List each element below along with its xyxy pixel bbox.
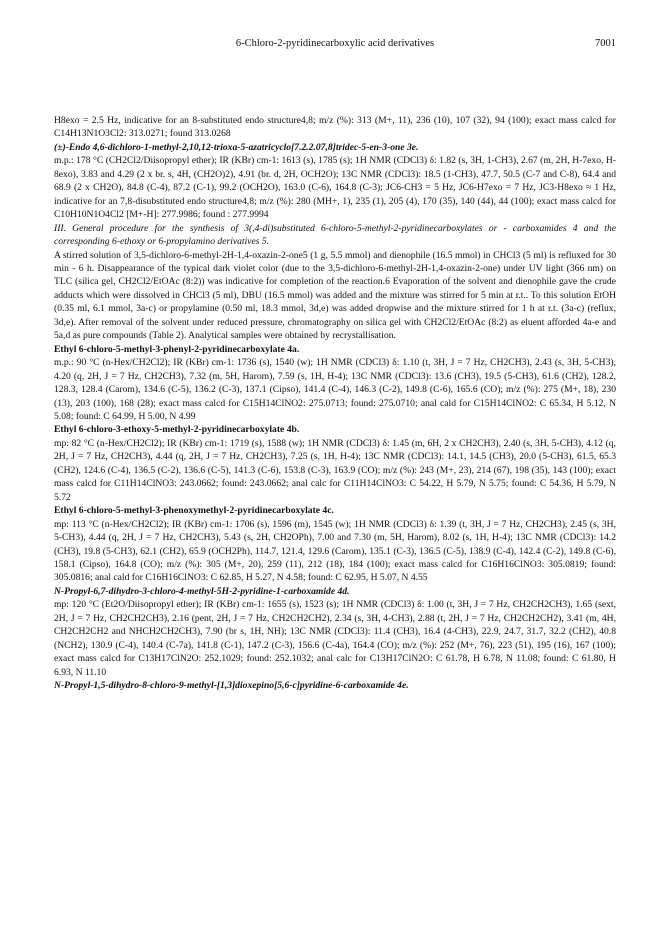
compound-heading: Ethyl 6-chloro-5-methyl-3-phenoxymethyl-2-pyridinecarboxylate 4c. [54, 505, 334, 517]
compound-heading: Ethyl 6-chloro-5-methyl-3-phenyl-2-pyridinecarboxylate 4a. [54, 343, 300, 355]
article-body [54, 114, 616, 692]
paragraph: A stirred solution of 3,5-dichloro-6-methyl-2H-1,4-oxazin-2-one5 (1 g, 5.5 mmol) and dienophile (16.5 mmol) in CHCl3 (5 ml) is refluxed for 30 min - 6 h. Disappearance of the typical dark violet color (due to the 3,5-dichloro-6-methyl-2H-1,4-oxazin-2-one) under UV light (366 nm) on TLC (silica gel, CH2Cl2/EtOAc (8:2)) was indicative for completion of the reaction.6 Evaporation of the solvent and dienophile gave the crude adducts which were dissolved in CHCl3 (5 ml), DBU (16.5 mmol) was added and the mixture was stirred for 5 min at r.t.. To this solution EtOH (0.35 ml, 6.1 mmol, 3a-c) or propylamine (0.50 ml, 18.3 mmol, 3d,e) was added dropwise and the mixture stirred for 1 h at r.t. (3a-c) (reflux, 3d,e). After removal of the solvent under reduced pressure, chromatography on silica gel with CH2Cl2/EtOAc (8:2) as eluent afforded 4a-e and 5a,d as pure compounds (Table 2). Analytical samples were obtained by recrystallisation. [54, 249, 616, 342]
paragraph: m.p.: 178 °C (CH2Cl2/Diisopropyl ether); IR (KBr) cm-1: 1613 (s), 1785 (s); 1H NMR (CDCl3) δ: 1.82 (s, 3H, 1-CH3), 2.67 (m, 2H, H-7exo, H-8exo), 3.83 and 4.29 (2 x br. s, 4H, (CH2O)2), 4.91 (br. d, 2H, OCH2O); 13C NMR (CDCl3): 18.5 (1-CH3), 47.7, 50.5 (C-7 and C-8), 64.4 and 68.9 (2 x CH2O), 84.8 (C-4), 87.2 (C-1), 99.2 (OCH2O), 163.0 (C-6), 164.8 (C-3); JC6-CH3 = 5 Hz, JC6-H7exo = 7 Hz, JC3-H8exo ≈ 1 Hz, indicative for an 7,8-disubstituted endo structure4,8; m/z (%): 280 (MH+, 1), 235 (1), 205 (4), 170 (35), 140 (44), 44 (100); exact mass calcd for C10H10N1O4Cl2 [M+-H]: 277.9986; found : 277.9994 [54, 155, 616, 221]
compound-heading: N-Propyl-6,7-dihydro-3-chloro-4-methyl-5H-2-pyridine-1-carboxamide 4d. [54, 585, 350, 597]
running-head [54, 38, 616, 54]
compound-heading: (±)-Endo 4,6-dichloro-1-methyl-2,10,12-trioxa-5-azatricyclo[7.2.2.07,8]tridec-5-en-3-one 3e. [54, 141, 419, 153]
paragraph: mp: 113 °C (n-Hex/CH2Cl2); IR (KBr) cm-1: 1706 (s), 1596 (m), 1545 (w); 1H NMR (CDCl3) δ: 1.39 (t, 3H, J = 7 Hz, CH2CH3), 2.45 (s, 3H, 5-CH3), 4.44 (q, 2H, J = 7 Hz, CH2CH3), 5.43 (s, 2H, CH2OPh), 7.00 and 7.30 (m, 5H, Harom), 8.02 (s, 1H, H-4); 13C NMR (CDCl3): 14.2 (CH3), 19.8 (5-CH3), 62.1 (CH2), 65.9 (OCH2Ph), 114.7, 121.4, 129.6 (Carom), 135.1 (C-3), 136.5 (C-5), 138.9 (C-4), 142.4 (C-2), 149.8 (C-6), 158.1 (Cipso), 164.8 (CO); m/z (%): 305 (M+, 20), 259 (11), 212 (18), 184 (100); exact mass calcd for C16H16ClNO3: 305.0819; found: 305.0816; anal cald for C16H16ClNO3: C 62.85, H 5.27, N 4.58; found: C 62.95, H 5.07, N 4.55 [54, 518, 616, 584]
page-number: 7001 [595, 38, 616, 49]
paragraph: mp: 82 °C (n-Hex/CH2Cl2); IR (KBr) cm-1: 1719 (s), 1588 (w); 1H NMR (CDCl3) δ: 1.45 (m, 6H, 2 x CH2CH3), 2.40 (s, 3H, 5-CH3), 4.12 (q, 2H, J = 7 Hz, CH2CH3), 4.44 (q, 2H, J = 7 Hz, CH2CH3), 7.25 (s, 1H, H-4); 13C NMR (CDCl3): 14.1, 14.5 (CH3), 20.0 (5-CH3), 61.5, 65.3 (CH2), 124.6 (C-4), 136.5 (C-2), 136.6 (C-5), 141.3 (C-6), 153.8 (C-3), 163.9 (CO); m/z (%): 243 (M+, 23), 214 (67), 198 (35), 143 (100); exact mass calcd for C11H14ClNO3: 243.0662; found: 243.0662; anal calc for C11H14ClNO3: C 54.22, H 5.79, N 5.75; found: C 54.36, H 5.79, N 5.72 [54, 437, 616, 503]
compound-heading: Ethyl 6-chloro-3-ethoxy-5-methyl-2-pyridinecarboxylate 4b. [54, 424, 300, 436]
running-title: 6-Chloro-2-pyridinecarboxylic acid derivatives [235, 38, 435, 49]
section-heading: III. General procedure for the synthesis of 3(,4-di)substituted 6-chloro-5-methyl-2-pyridinecarboxylates or - carboxamides 4 and the corresponding 6-ethoxy or 6-propylamino derivatives 5. [54, 222, 616, 248]
compound-heading: N-Propyl-1,5-dihydro-8-chloro-9-methyl-[1,3]dioxepino[5,6-c]pyridine-6-carboxamide 4e. [54, 680, 409, 692]
paragraph: m.p.: 90 °C (n-Hex/CH2Cl2); IR (KBr) cm-1: 1736 (s), 1540 (w); 1H NMR (CDCl3) δ: 1.10 (t, 3H, J = 7 Hz, CH2CH3), 2.43 (s, 3H, 5-CH3), 4.20 (q, 2H, J = 7 Hz, CH2CH3), 7.32 (m, 5H, Harom), 7.59 (s, 1H, H-4); 13C NMR (CDCl3): 13.6 (CH3), 19.5 (5-CH3), 61.6 (CH2), 128.2, 128.3, 128.4 (Carom), 134.6 (C-5), 136.2 (C-3), 137.1 (Cipso), 141.4 (C-4), 146.3 (C-2), 149.8 (C-6), 165.6 (CO); m/z (%): 275 (M+, 18), 230 (13), 203 (100), 168 (28); exact mass calcd for C15H14ClNO2: 275.0713; found: 275.0710; anal cald for C15H14ClNO2: C 65.34, H 5.12, N 5.08; found: C 64.99, H 5.00, N 4.99 [54, 357, 616, 422]
paragraph: H8exo = 2.5 Hz, indicative for an 8-substituted endo structure4,8; m/z (%): 313 (M+, 11), 236 (10), 107 (32), 94 (100); exact mass calcd for C14H13N1O3Cl2: 313.0271; found 313.0268 [54, 115, 616, 140]
paragraph: mp: 120 °C (Et2O/Diisopropyl ether); IR (KBr) cm-1: 1655 (s), 1523 (s); 1H NMR (CDCl3) δ: 1.00 (t, 3H, J = 7 Hz, CH2CH2CH3), 1.65 (sext, 2H, J = 7 Hz, CH2CH2CH3), 2.16 (pent, 2H, J = 7 Hz, CH2CH2CH2), 2.34 (s, 3H, 4-CH3), 2.88 (t, 2H, J = 7 Hz, CH2CH2CH2), 3.41 (m, 4H, CH2CH2CH2 and NHCH2CH2CH3), 7.90 (br s, 1H, NH); 13C NMR (CDCl3): 11.4 (CH3), 16.4 (4-CH3), 22.9, 24.7, 31.7, 32.2 (CH2), 40.8 (NCH2), 130.9 (C-4), 140.4 (C-7a), 141.8 (C-1), 147.2 (C-3), 156.6 (C-4a), 164.4 (CO); m/z (%): 252 (M+, 76), 223 (51), 195 (16), 167 (100); exact mass calcd for C13H17ClN2O: 252.1029; found: 252.1032; anal calc for C13H17ClN2O: C 61.78, H 6.78, N 11.08; found: C 61.80, H 6.93, N 11.10 [54, 599, 616, 678]
